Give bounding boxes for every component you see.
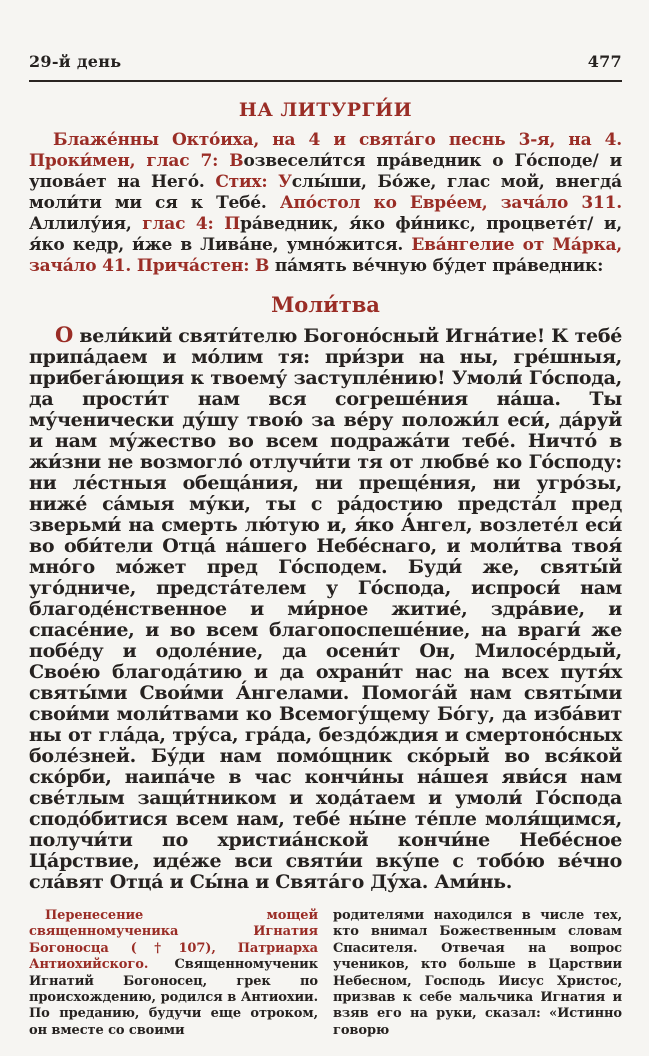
rubric-initial: В — [229, 151, 244, 171]
prayer-heading: Моли́тва — [271, 292, 380, 317]
saint-feast-rubric: Перенесение мощей священномученика Игнатия Богоносца (†107), Патриарха Антиохийского. — [29, 908, 318, 973]
liturgy-heading: НА ЛИТУРГИ́И — [238, 99, 413, 121]
prayer-initial-letter: О — [55, 322, 73, 347]
liturgy-rubrics — [29, 130, 622, 277]
header-divider — [29, 80, 622, 82]
saint-life-text-right: родителями находился в числе тех, кто внимал Божественным словам Спасителя. Отвечая на вопрос учеников, кто больше в Царствии Небесном, Господь Иисус Христос, призвав к себе мальчика Игнатия и взяв его на руки, сказал: «Истинно говорю — [333, 908, 622, 1038]
saint-life-text-left: Священномученик Игнатий Богоносец, грек по происхождению, родился в Антиохии. По преданию, будучи еще отроком, он вместе со своими — [29, 957, 318, 1038]
day-label: 29-й день — [29, 52, 122, 71]
rubric-segment: глас 4: — [142, 214, 225, 234]
rubric-segment: Стих: — [215, 172, 279, 192]
rubric-segment: Аллилу́ия, — [29, 214, 143, 234]
rubric-initial: У — [278, 172, 292, 192]
saint-life-right-column — [333, 908, 622, 1039]
rubric-segment: Блаже́нны Окто́иха, на 4 и свята́го песнь 3-я, на 4. Проки́мен, глас 7: — [29, 130, 622, 171]
prayer-body: вели́кий святи́телю Богоно́сный Игна́тие! К тебе́ припа́даем и мо́лим тя: при́зри на ны, гре́шныя, прибега́ющия к твоему́ заступле́нию! Умоли́ Го́спода, да прости́т нам вся согреше́ния на́ша. Ты му́ченически ду́шу твою́ за ве́ру положи́л еси́, да́руй и нам му́жество во всем подража́ти тебе́. Ничто́ в жи́зни не возмогло́ отлучи́ти тя от любве́ ко Го́споду: ни ле́стныя обеща́ния, ни преще́ния, ни угро́зы, ниже́ са́мыя му́ки, ты с ра́достию предста́л пред зверьми́ на смерть лю́тую и, я́ко А́нгел, возлете́л еси́ во оби́тели Отца́ на́шего Небе́снаго, и моли́тва твоя́ мно́го мо́жет пред Го́сподем. Буди́ же, святы́й уго́дниче, предста́телем у Го́спода, испроси́ нам благоде́нственное и ми́рное житие́, здра́вие, и спасе́ние, и во всем благопоспеше́ние, на враги́ же побе́ду и одоле́ние, да осени́т Он, Милосе́рдый, Свое́ю благода́тию и да охрани́т нас на всех путя́х святы́ми Свои́ми А́нгелами. Помога́й нам святы́ми свои́ми моли́твами ко Всемогу́щему Бо́гу, да изба́вит ны от гла́да, тру́са, гра́да, бездо́ждия и смертоно́сных боле́зней. Бу́ди нам помо́щник ско́рый во вся́кой ско́рби, наипа́че в час кончи́ны на́шея яви́ся нам све́тлым защи́тником и хода́таем и умоли́ Го́спода сподо́битися всем нам, тебе́ ны́не те́пле моля́щимся, получи́ти по христиа́нской кончи́не Небе́сное Ца́рствие, иде́же вси святи́и вку́пе с тобо́ю ве́чно сла́вят Отца́ и Сы́на и Свята́го Ду́ха. Ами́нь. — [29, 325, 622, 893]
rubric-segment: Апо́стол ко Евре́ем, зача́ло 311. — [279, 193, 622, 213]
saint-life-left-column — [29, 908, 318, 1039]
rubric-segment: слы́ши, Бо́же, глас мой, внегда́ моли́ти ми ся к Тебе́. — [29, 172, 622, 213]
rubric-segment: озвесели́тся пра́ведник о Го́споде/ и упова́ет на Него́. — [29, 151, 623, 192]
rubric-segment: Ева́нгелие от Ма́рка, зача́ло 41. Прича́стен: В — [29, 235, 622, 276]
prayer-text — [29, 324, 622, 893]
rubric-segment: па́мять ве́чную бу́дет пра́ведник: — [274, 256, 604, 276]
saint-life-columns — [29, 908, 622, 1039]
rubric-segment: ра́ведник, я́ко фи́никс, процвете́т/ и, я́ко кедр, и́же в Лива́не, умно́жится. — [29, 214, 622, 255]
page-number: 477 — [587, 52, 622, 71]
page-header — [29, 52, 622, 71]
rubric-initial: П — [224, 214, 241, 234]
